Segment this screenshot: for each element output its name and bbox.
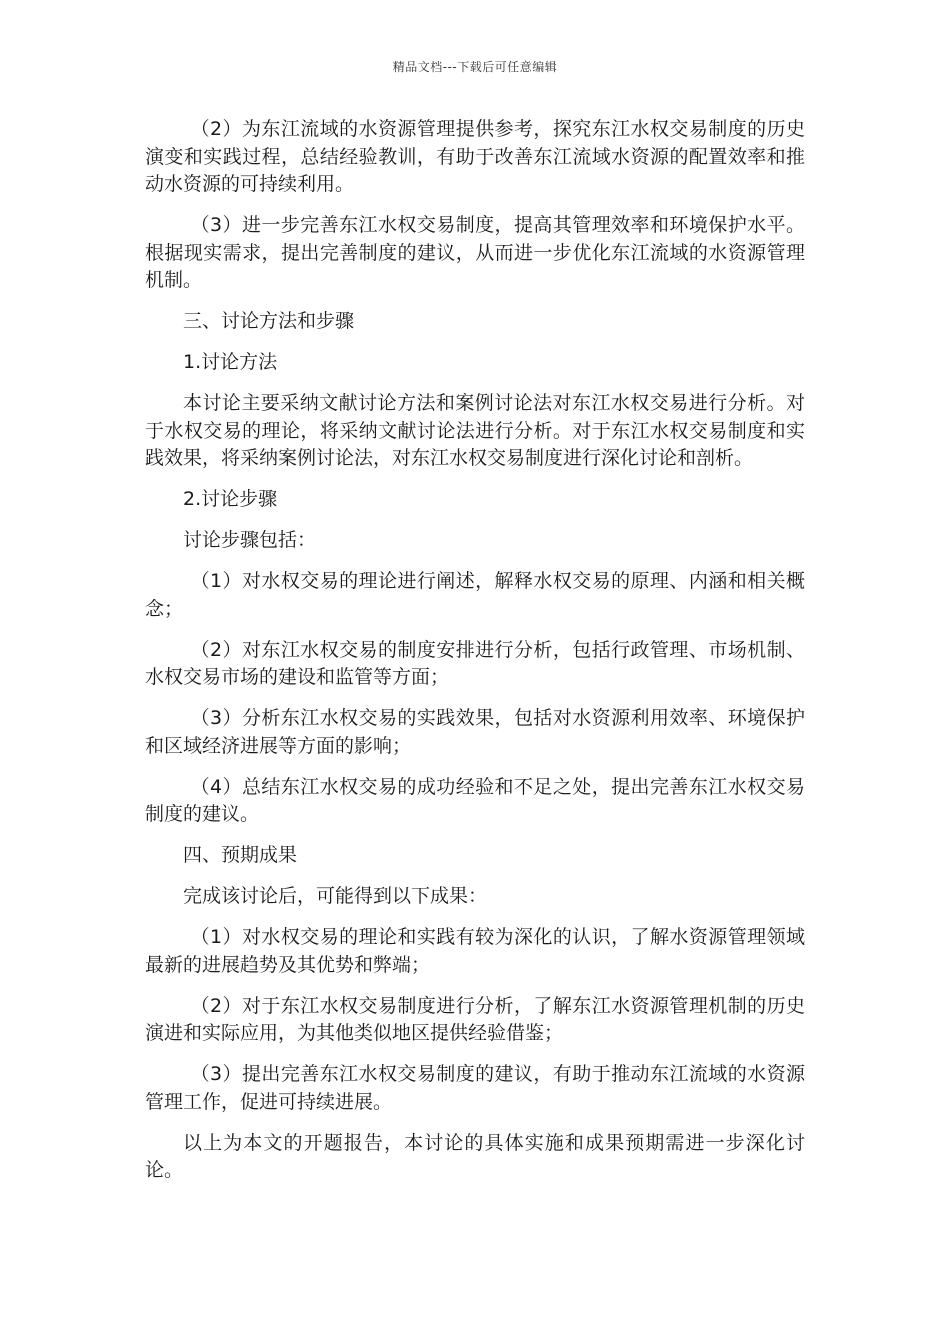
subsection-heading: 1.讨论方法 <box>183 351 278 373</box>
paragraph: 本讨论主要采纳文献讨论方法和案例讨论法对东江水权交易进行分析。对于水权交易的理论，将采纳文献讨论法进行分析。对于东江水权交易制度和实践效果，将采纳案例讨论法，对东江水权交易制度进行深化讨论和剖析。 <box>145 392 805 469</box>
paragraph-item: （1）对水权交易的理论进行阐述，解释水权交易的原理、内涵和相关概念； <box>145 570 805 620</box>
paragraph-item: （3）分析东江水权交易的实践效果，包括对水资源利用效率、环境保护和区域经济进展等方面的影响； <box>145 707 805 757</box>
document-body <box>145 116 805 1198</box>
paragraph-item: （2）对于东江水权交易制度进行分析，了解东江水资源管理机制的历史演进和实际应用，为其他类似地区提供经验借鉴； <box>145 994 805 1044</box>
paragraph-item: （4）总结东江水权交易的成功经验和不足之处，提出完善东江水权交易制度的建议。 <box>145 775 805 825</box>
paragraph: 完成该讨论后，可能得到以下成果： <box>183 885 488 907</box>
section-heading: 三、讨论方法和步骤 <box>183 310 355 332</box>
paragraph: 讨论步骤包括： <box>183 529 317 551</box>
paragraph-item: （3）提出完善东江水权交易制度的建议，有助于推动东江流域的水资源管理工作，促进可持续进展。 <box>145 1063 805 1113</box>
paragraph: 以上为本文的开题报告，本讨论的具体实施和成果预期需进一步深化讨论。 <box>145 1131 805 1181</box>
paragraph-item: （1）对水权交易的理论和实践有较为深化的认识，了解水资源管理领域最新的进展趋势及其优势和弊端； <box>145 926 805 976</box>
paragraph-item: （2）为东江流域的水资源管理提供参考，探究东江水权交易制度的历史演变和实践过程，总结经验教训，有助于改善东江流域水资源的配置效率和推动水资源的可持续利用。 <box>145 118 805 195</box>
page-header: 精品文档---下载后可任意编辑 <box>392 60 558 74</box>
paragraph-item: （2）对东江水权交易的制度安排进行分析，包括行政管理、市场机制、水权交易市场的建设和监管等方面； <box>145 638 805 688</box>
subsection-heading: 2.讨论步骤 <box>183 488 278 510</box>
paragraph-item: （3）进一步完善东江水权交易制度，提高其管理效率和环境保护水平。根据现实需求，提出完善制度的建议，从而进一步优化东江流域的水资源管理机制。 <box>145 214 805 291</box>
section-heading: 四、预期成果 <box>183 844 298 866</box>
